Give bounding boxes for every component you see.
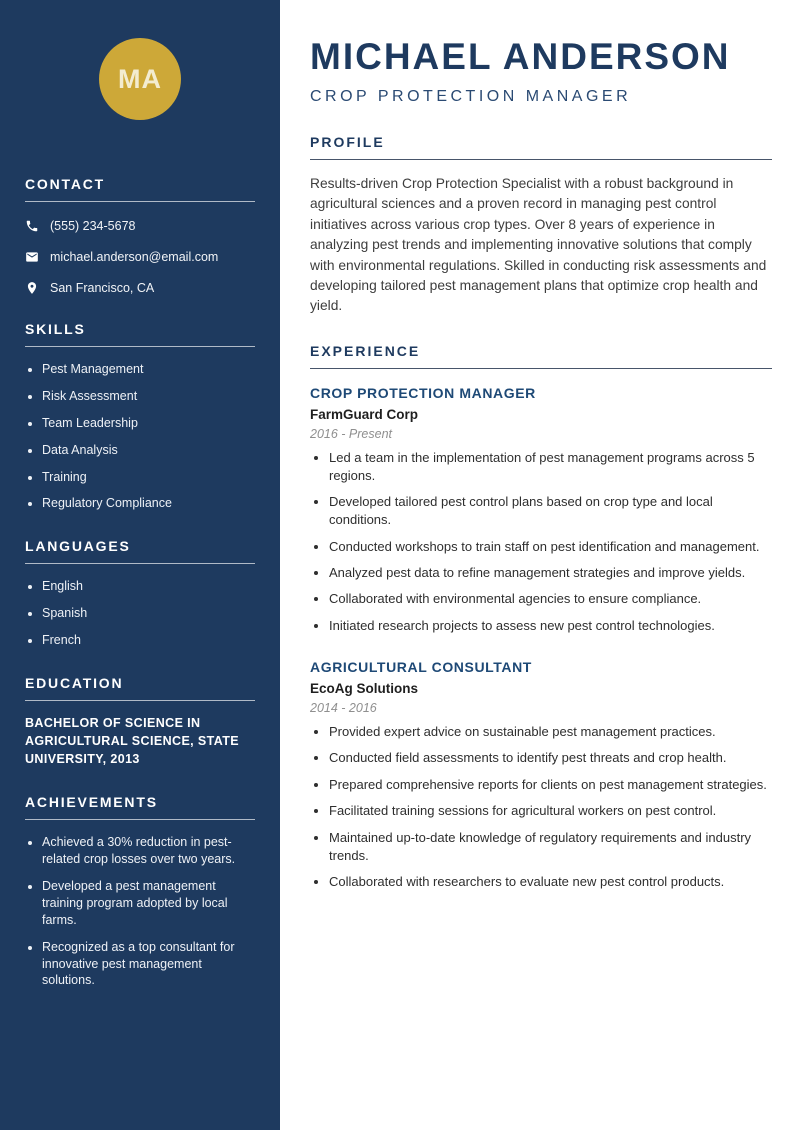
job-bullets — [310, 723, 772, 891]
profile-text: Results-driven Crop Protection Specialist with a robust background in agricultural sciences and a proven record in managing pest control initiatives across various crop types. Over 8 years of experience in analyzing pest trends and implementing innovative solutions that comply with environmental regulations. Skilled in conducting risk assessments and developing tailored pest management plans that optimize crop health and yield. — [310, 176, 767, 314]
skill-item: • Data Analysis — [42, 442, 255, 459]
job-bullet-item: • Facilitated training sessions for agricultural workers on pest control. — [329, 802, 772, 820]
contact-location-row — [25, 281, 255, 295]
language-item: • Spanish — [42, 605, 255, 622]
sidebar — [0, 0, 280, 1130]
avatar — [99, 38, 181, 120]
location-pin-icon — [25, 281, 39, 295]
achievements-list — [25, 834, 255, 989]
contact-location-value: San Francisco, CA — [50, 281, 155, 295]
contact-email-value: michael.anderson@email.com — [50, 250, 219, 264]
languages-heading: LANGUAGES — [25, 538, 255, 564]
job-title: AGRICULTURAL CONSULTANT — [310, 658, 532, 675]
job-company: EcoAg Solutions — [310, 680, 418, 696]
job-title: CROP PROTECTION MANAGER — [310, 384, 536, 401]
job-bullet-item: • Analyzed pest data to refine management strategies and improve yields. — [329, 564, 772, 582]
skill-item: • Team Leadership — [42, 415, 255, 432]
languages-section — [25, 538, 255, 649]
achievement-item: • Developed a pest management training program adopted by local farms. — [42, 878, 255, 929]
job-bullet-item: • Collaborated with researchers to evaluate new pest control products. — [329, 873, 772, 891]
language-item: • French — [42, 632, 255, 649]
skill-item: • Pest Management — [42, 361, 255, 378]
job-bullet-item: • Conducted field assessments to identify pest threats and crop health. — [329, 749, 772, 767]
avatar-initials: MA — [118, 63, 162, 94]
job-bullet-item: • Conducted workshops to train staff on pest identification and management. — [329, 538, 772, 556]
education-degree: BACHELOR OF SCIENCE IN AGRICULTURAL SCIENCE, STATE UNIVERSITY, 2013 — [25, 715, 240, 767]
achievement-item: • Recognized as a top consultant for innovative pest management solutions. — [42, 939, 255, 990]
job-dates: 2014 - 2016 — [310, 700, 377, 715]
contact-heading: CONTACT — [25, 176, 255, 202]
experience-job-1 — [310, 385, 772, 635]
mail-icon — [25, 250, 39, 264]
achievements-heading: ACHIEVEMENTS — [25, 794, 255, 820]
job-bullet-item: • Initiated research projects to assess new pest control technologies. — [329, 617, 772, 635]
achievement-item: • Achieved a 30% reduction in pest-related crop losses over two years. — [42, 834, 255, 868]
achievements-section — [25, 794, 255, 989]
job-bullet-item: • Maintained up-to-date knowledge of regulatory requirements and industry trends. — [329, 829, 772, 865]
job-bullet-item: • Provided expert advice on sustainable pest management practices. — [329, 723, 772, 741]
languages-list — [25, 578, 255, 649]
job-bullet-item: • Led a team in the implementation of pest management programs across 5 regions. — [329, 449, 772, 485]
education-heading: EDUCATION — [25, 675, 255, 701]
language-item: • English — [42, 578, 255, 595]
job-bullet-item: • Developed tailored pest control plans based on crop type and local conditions. — [329, 493, 772, 529]
contact-phone-value: (555) 234-5678 — [50, 219, 136, 233]
job-company: FarmGuard Corp — [310, 406, 419, 422]
job-dates: 2016 - Present — [310, 426, 392, 441]
phone-icon — [25, 219, 39, 233]
job-bullet-item: • Collaborated with environmental agencies to ensure compliance. — [329, 590, 772, 608]
job-bullet-item: • Prepared comprehensive reports for clients on pest management strategies. — [329, 776, 772, 794]
skill-item: • Regulatory Compliance — [42, 495, 255, 512]
experience-heading: EXPERIENCE — [310, 343, 772, 369]
education-section — [25, 675, 255, 768]
person-name: MICHAEL ANDERSON — [310, 36, 731, 77]
contact-email-row — [25, 250, 255, 264]
contact-section — [25, 176, 255, 295]
skills-heading: SKILLS — [25, 321, 255, 347]
contact-phone-row — [25, 219, 255, 233]
skill-item: • Risk Assessment — [42, 388, 255, 405]
profile-heading: PROFILE — [310, 134, 772, 160]
main-content — [280, 0, 800, 1130]
person-headline: CROP PROTECTION MANAGER — [310, 88, 632, 105]
skills-section — [25, 321, 255, 512]
experience-job-2 — [310, 659, 772, 891]
skill-item: • Training — [42, 469, 255, 486]
skills-list — [25, 361, 255, 512]
job-bullets — [310, 449, 772, 635]
